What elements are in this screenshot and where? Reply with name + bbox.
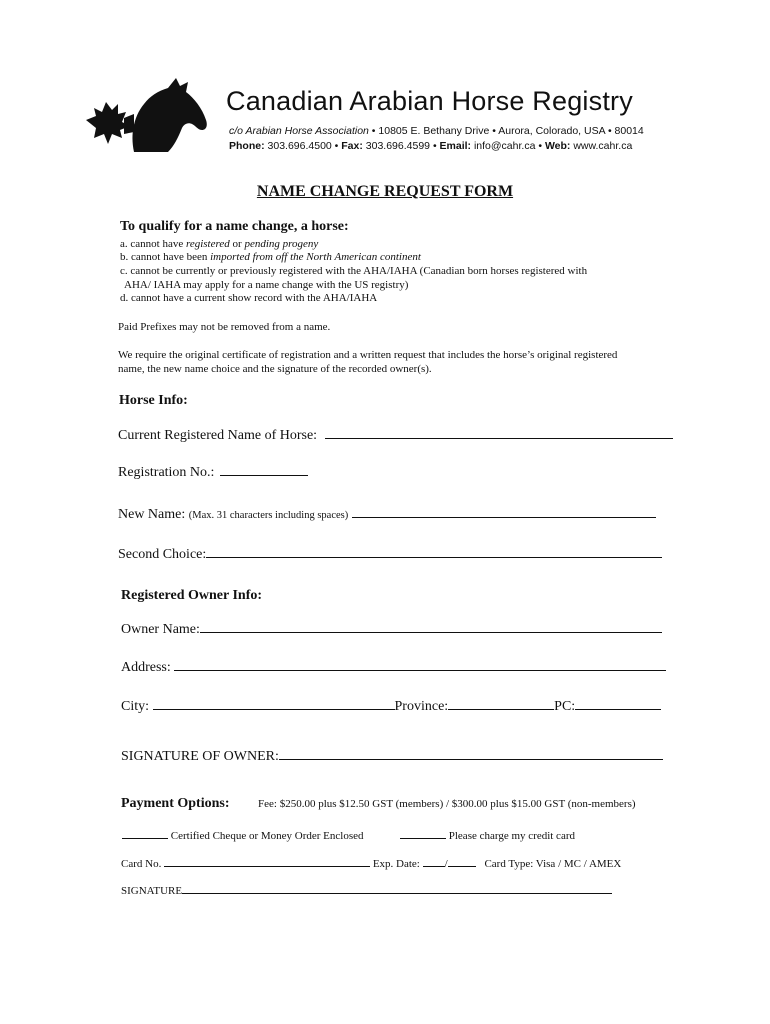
signature-field[interactable] bbox=[182, 881, 612, 894]
current-name-label: Current Registered Name of Horse: bbox=[118, 428, 318, 443]
prefix-note: Paid Prefixes may not be removed from a name. bbox=[118, 321, 331, 333]
second-choice-field[interactable] bbox=[206, 545, 662, 558]
card-check-field[interactable] bbox=[400, 826, 446, 839]
new-name-row bbox=[118, 505, 656, 523]
pc-field[interactable] bbox=[575, 697, 661, 710]
current-name-row bbox=[118, 426, 673, 444]
card-no-field[interactable] bbox=[164, 854, 370, 867]
exp-month-field[interactable] bbox=[423, 854, 445, 867]
email-label: Email: bbox=[439, 140, 472, 152]
registration-row bbox=[118, 463, 308, 481]
second-choice-row bbox=[118, 545, 662, 563]
owner-name-label: Owner Name: bbox=[121, 622, 200, 637]
signature-row bbox=[121, 881, 612, 897]
province-field[interactable] bbox=[448, 697, 554, 710]
form-title: NAME CHANGE REQUEST FORM bbox=[256, 183, 514, 200]
qualify-heading: To qualify for a name change, a horse: bbox=[120, 219, 349, 234]
web-label: Web: bbox=[544, 140, 571, 152]
request-note-line2: name, the new name choice and the signature of the recorded owner(s). bbox=[118, 363, 432, 375]
address-line: c/o Arabian Horse Association • 10805 E. Bethany Drive • Aurora, Colorado, USA • 80014 bbox=[229, 125, 644, 137]
second-choice-label: Second Choice: bbox=[118, 547, 207, 562]
card-option-label: Please charge my credit card bbox=[448, 830, 575, 842]
criterion-c-line2: AHA/ IAHA may apply for a name change with the US registry) bbox=[124, 279, 409, 291]
criterion-b-prefix: b. cannot have been bbox=[120, 251, 211, 263]
new-name-hint: (Max. 31 characters including spaces) bbox=[188, 510, 349, 521]
cheque-option bbox=[122, 826, 364, 842]
criterion-a-em2: pending progeny bbox=[244, 238, 319, 250]
criterion-a-prefix: a. cannot have bbox=[120, 238, 186, 250]
owner-name-field[interactable] bbox=[200, 620, 662, 633]
address-field[interactable] bbox=[174, 658, 666, 671]
address-care-of: c/o Arabian Horse Association bbox=[229, 125, 369, 137]
owner-name-row bbox=[121, 620, 662, 638]
address-label: Address: bbox=[121, 660, 171, 675]
city-label: City: bbox=[121, 699, 150, 714]
cheque-option-label: Certified Cheque or Money Order Enclosed bbox=[170, 830, 364, 842]
fax-label: Fax: bbox=[341, 140, 363, 152]
pc-label: PC: bbox=[554, 699, 576, 714]
phone-label: Phone: bbox=[229, 140, 265, 152]
signature-label: SIGNATURE bbox=[121, 885, 183, 897]
phone-value: 303.696.4500 bbox=[267, 140, 332, 152]
current-name-field[interactable] bbox=[325, 426, 673, 439]
payment-options-label: Payment Options: bbox=[121, 796, 230, 811]
address-rest: 10805 E. Bethany Drive • Aurora, Colorado, USA • 80014 bbox=[378, 125, 644, 137]
criterion-b bbox=[120, 251, 421, 263]
contact-line: Phone: 303.696.4500 • Fax: 303.696.4599 • Email: info@cahr.ca • Web: www.cahr.ca bbox=[229, 140, 633, 152]
card-details-row bbox=[121, 854, 621, 870]
criterion-a-em1: registered bbox=[185, 238, 230, 250]
criterion-a bbox=[120, 238, 318, 250]
owner-signature-label: SIGNATURE OF OWNER: bbox=[121, 749, 279, 764]
registration-label: Registration No.: bbox=[118, 465, 215, 480]
registration-field[interactable] bbox=[220, 463, 308, 476]
exp-date-label: Exp. Date: bbox=[372, 858, 420, 870]
fee-text: Fee: $250.00 plus $12.50 GST (members) / $300.00 plus $15.00 GST (non-members) bbox=[258, 798, 636, 810]
new-name-field[interactable] bbox=[352, 505, 656, 518]
card-no-label: Card No. bbox=[121, 858, 162, 870]
owner-info-heading: Registered Owner Info: bbox=[121, 588, 263, 603]
criterion-a-mid: or bbox=[229, 238, 245, 250]
request-note-line1: We require the original certificate of registration and a written request that includes the horse’s original registered bbox=[118, 349, 618, 361]
org-name: Canadian Arabian Horse Registry bbox=[226, 86, 633, 116]
card-option bbox=[400, 826, 575, 842]
criterion-d: d. cannot have a current show record with the AHA/IAHA bbox=[120, 292, 378, 304]
owner-signature-row bbox=[121, 747, 663, 765]
city-row bbox=[121, 697, 661, 715]
horse-head-maple-leaf-logo-icon bbox=[84, 74, 212, 158]
province-label: Province: bbox=[394, 699, 449, 714]
web-value: www.cahr.ca bbox=[573, 140, 633, 152]
new-name-label: New Name: bbox=[118, 507, 186, 522]
fax-value: 303.696.4599 bbox=[365, 140, 431, 152]
exp-year-field[interactable] bbox=[448, 854, 476, 867]
email-value: info@cahr.ca bbox=[473, 140, 536, 152]
address-row bbox=[121, 658, 666, 676]
horse-info-heading: Horse Info: bbox=[119, 393, 188, 408]
cheque-check-field[interactable] bbox=[122, 826, 168, 839]
criterion-c-line1: c. cannot be currently or previously registered with the AHA/IAHA (Canadian born horses registered with bbox=[120, 265, 588, 277]
criterion-b-em: imported from off the North American continent bbox=[210, 251, 421, 263]
exp-separator: / bbox=[444, 858, 448, 870]
owner-signature-field[interactable] bbox=[279, 747, 663, 760]
city-field[interactable] bbox=[153, 697, 395, 710]
card-type-label: Card Type: Visa / MC / AMEX bbox=[484, 858, 622, 870]
